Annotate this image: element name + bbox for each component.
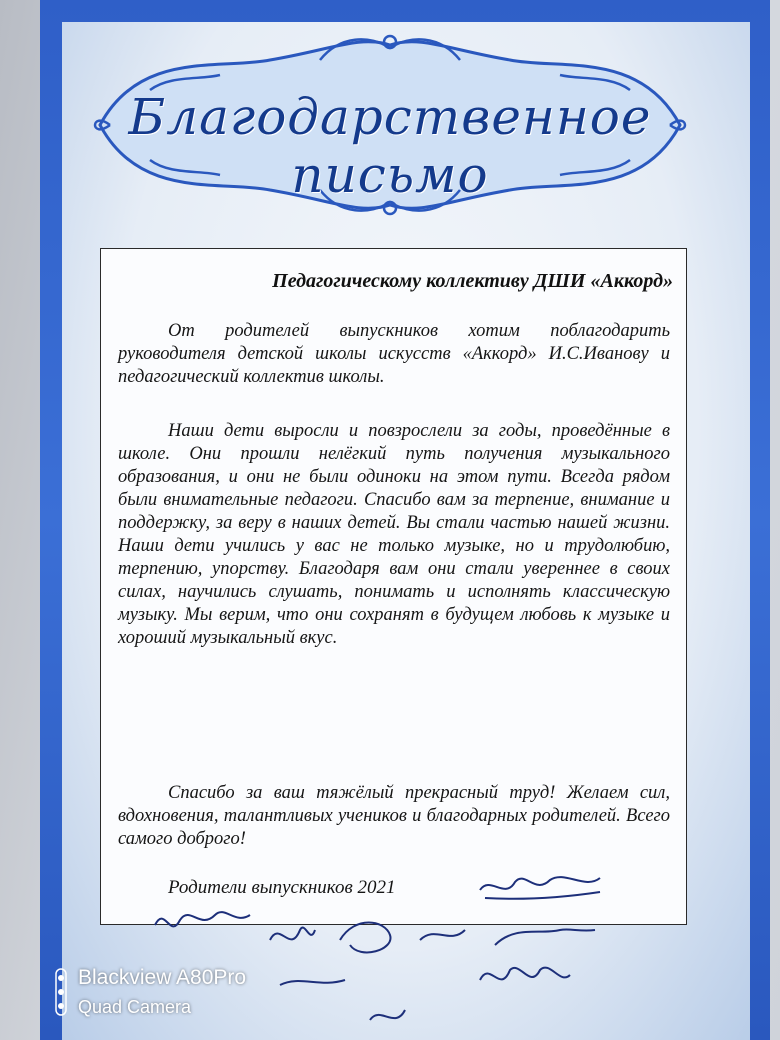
camera-lens-icon [55,968,67,1016]
addressee-line: Педагогическому коллективу ДШИ «Аккорд» [272,270,673,292]
signoff-line: Родители выпускников 2021 [168,877,396,898]
letter-paragraph-1: От родителей выпускников хотим поблагодарить руководителя детской школы искусств «Аккорд» И.С.Иванову и педагогический коллектив школы. [118,321,670,387]
handwritten-signatures [140,870,620,1040]
camera-brand-watermark: Blackview A80Pro [78,966,247,989]
certificate-title: Благодарственное письмо [128,88,652,204]
letter-paragraph-3: Спасибо за ваш тяжёлый прекрасный труд! Желаем сил, вдохновения, талантливых учеников и благодарных родителей. Всего самого доброго! [118,783,670,849]
camera-type-watermark: Quad Camera [78,997,192,1017]
letter-paragraph-2: Наши дети выросли и повзрослели за годы, проведённые в школе. Они прошли нелёгкий путь получения музыкального образования, и они не были одиноки на этом пути. Всегда рядом были внимательные педагоги. Спасибо вам за терпение, внимание и поддержку, за веру в наших детей. Вы стали частью нашей жизни. Наши дети учились у вас не только музыке, но и трудолюбию, терпению, упорству. Благодаря вам они стали увереннее в своих силах, научились слушать, понимать и исполнять классическую музыку. Мы верим, что они сохранят в будущем любовь к музыке и хороший музыкальный вкус. [118,421,670,648]
